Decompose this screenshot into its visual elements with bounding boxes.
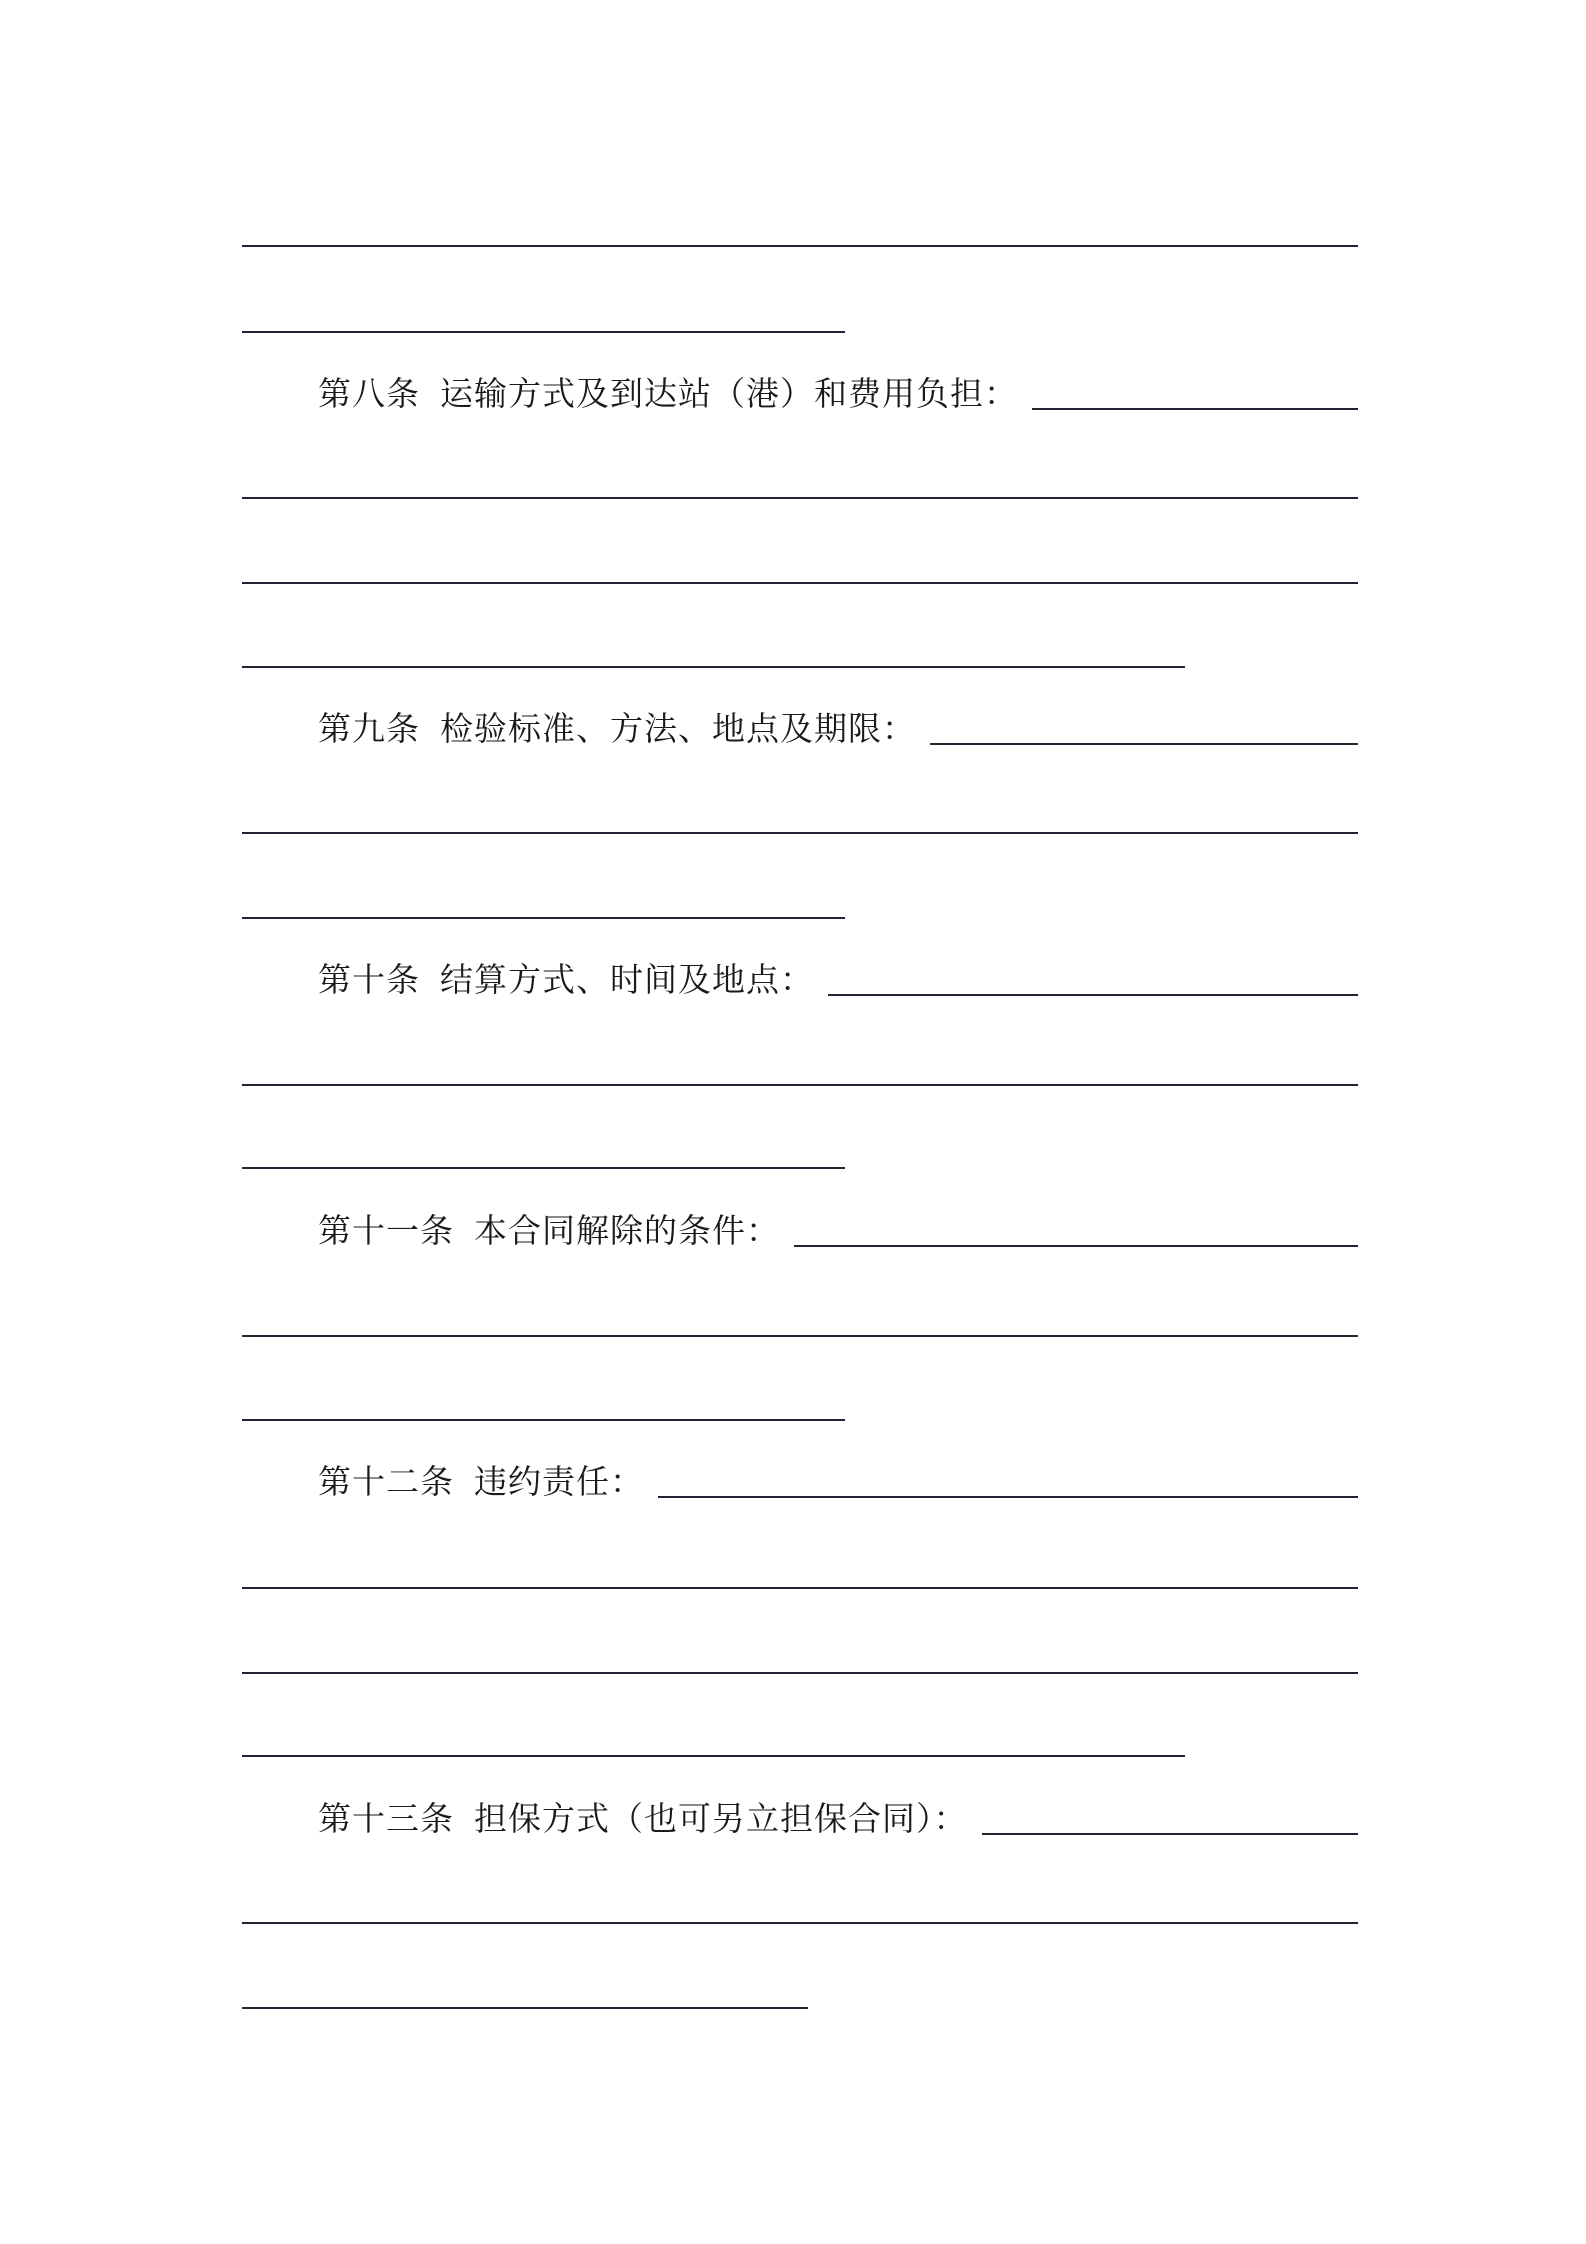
fill-line[interactable] <box>242 1335 1358 1337</box>
clause-blank[interactable] <box>794 1245 1358 1247</box>
clause-blank[interactable] <box>1032 408 1358 410</box>
fill-line[interactable] <box>242 832 1358 834</box>
clause-title: 本合同解除的条件： <box>474 1211 780 1250</box>
fill-line[interactable] <box>242 1167 845 1169</box>
clause-number: 第十一条 <box>318 1211 454 1250</box>
clause-10 <box>318 958 1358 1002</box>
fill-line[interactable] <box>242 1587 1358 1589</box>
fill-line[interactable] <box>242 582 1358 584</box>
fill-line[interactable] <box>242 1419 845 1421</box>
clause-number: 第十三条 <box>318 1799 454 1838</box>
clause-12 <box>318 1460 1358 1504</box>
clause-11 <box>318 1209 1358 1253</box>
fill-line[interactable] <box>242 1922 1358 1924</box>
clause-9 <box>318 707 1358 751</box>
clause-title: 运输方式及到达站（港）和费用负担： <box>440 374 1018 413</box>
clause-number: 第十条 <box>318 960 420 999</box>
fill-line[interactable] <box>242 1755 1185 1757</box>
clause-8 <box>318 372 1358 416</box>
clause-number: 第十二条 <box>318 1462 454 1501</box>
fill-line[interactable] <box>242 666 1185 668</box>
fill-line[interactable] <box>242 2007 808 2009</box>
clause-title: 结算方式、时间及地点： <box>440 960 814 999</box>
fill-line[interactable] <box>242 331 845 333</box>
clause-blank[interactable] <box>828 994 1358 996</box>
fill-line[interactable] <box>242 245 1358 247</box>
clause-number: 第九条 <box>318 709 420 748</box>
clause-title: 担保方式（也可另立担保合同）： <box>474 1799 968 1838</box>
fill-line[interactable] <box>242 497 1358 499</box>
clause-title: 违约责任： <box>474 1462 644 1501</box>
clause-blank[interactable] <box>930 743 1358 745</box>
clause-number: 第八条 <box>318 374 420 413</box>
clause-blank[interactable] <box>982 1833 1359 1835</box>
clause-blank[interactable] <box>658 1496 1358 1498</box>
clause-title: 检验标准、方法、地点及期限： <box>440 709 916 748</box>
fill-line[interactable] <box>242 1084 1358 1086</box>
fill-line[interactable] <box>242 917 845 919</box>
clause-13 <box>318 1797 1358 1841</box>
fill-line[interactable] <box>242 1672 1358 1674</box>
